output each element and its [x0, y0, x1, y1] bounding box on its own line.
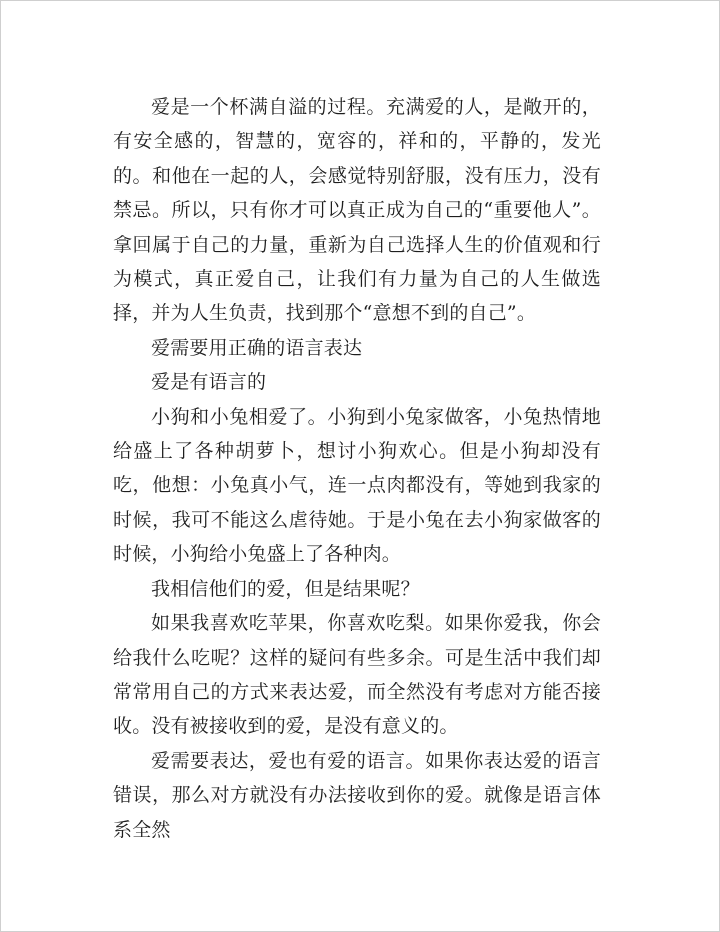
paragraph-dog-and-rabbit: 小狗和小兔相爱了。小狗到小兔家做客，小兔热情地给盛上了各种胡萝卜，想讨小狗欢心。但是小狗却没有吃，他想：小兔真小气，连一点肉都没有，等她到我家的时候，我可不能这么虐待她。于是小兔在去小狗家做客的时候，小狗给小兔盛上了各种肉。 — [113, 405, 601, 566]
paragraph-love-needs-expression: 爱需要表达，爱也有爱的语言。如果你表达爱的语言错误，那么对方就没有办法接收到你的爱。就像是语言体系全然 — [113, 749, 601, 841]
paragraph-apple-and-pear: 如果我喜欢吃苹果，你喜欢吃梨。如果你爱我，你会给我什么吃呢？这样的疑问有些多余。可是生活中我们却常常用自己的方式来表达爱，而全然没有考虑对方能否接收。没有被接收到的爱，是没有意义的。 — [113, 612, 601, 738]
document-body — [113, 90, 601, 847]
paragraph-believe-their-love: 我相信他们的爱，但是结果呢？ — [151, 577, 420, 600]
paragraph-heading-correct-language: 爱需要用正确的语言表达 — [151, 336, 363, 359]
paragraph-heading-love-has-language: 爱是有语言的 — [151, 371, 267, 394]
paragraph-love-overflow: 爱是一个杯满自溢的过程。充满爱的人，是敞开的，有安全感的，智慧的，宽容的，祥和的，平静的，发光的。和他在一起的人，会感觉特别舒服，没有压力，没有禁忌。所以，只有你才可以真正成为自己的“重要他人”。拿回属于自己的力量，重新为自己选择人生的价值观和行为模式，真正爱自己，让我们有力量为自己的人生做选择，并为人生负责，找到那个“意想不到的自己”。 — [113, 96, 601, 325]
